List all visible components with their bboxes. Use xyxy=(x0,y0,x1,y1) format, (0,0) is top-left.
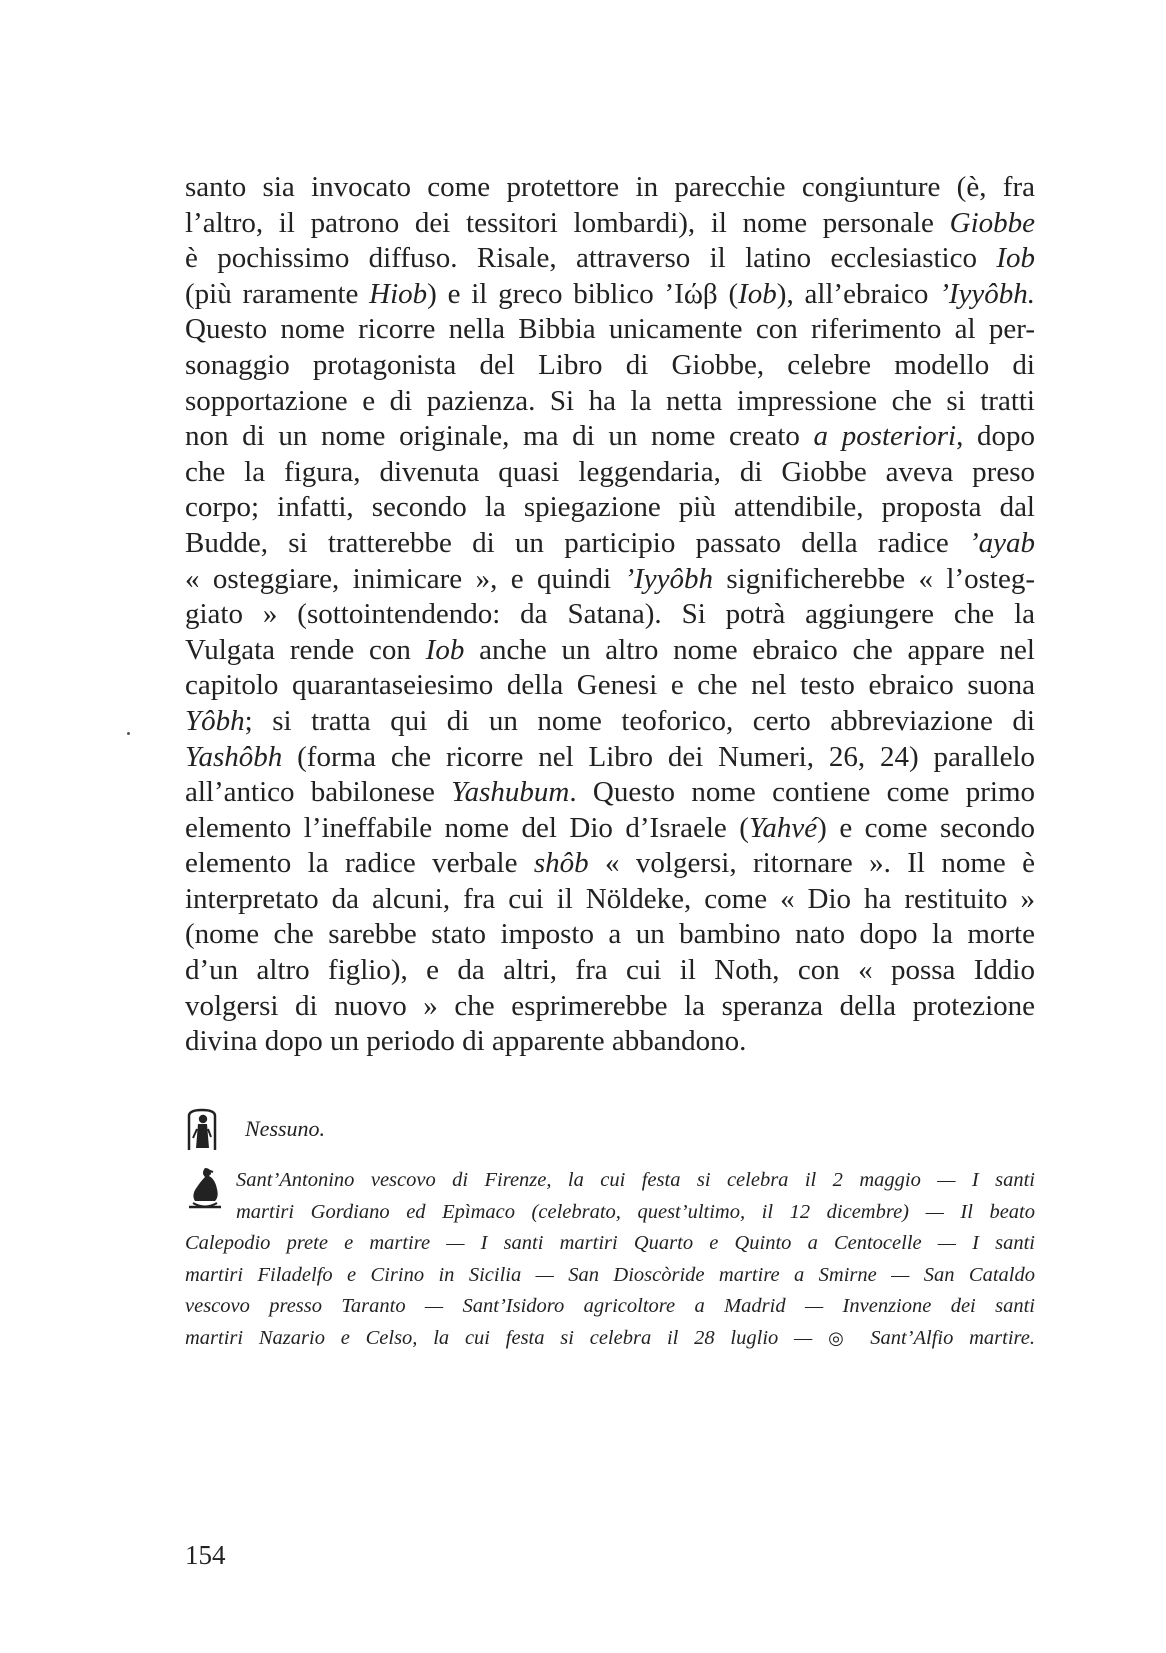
italic-term: a posteriori xyxy=(813,420,957,453)
text-line xyxy=(185,882,1035,918)
text-line xyxy=(185,775,1035,811)
text-line xyxy=(185,206,1035,242)
saints-text-segment: Sant’Alfio martire. xyxy=(854,1326,1035,1349)
saints-line-last xyxy=(185,1323,1035,1355)
text-segment: capitolo quarantaseiesimo della Genesi e che nel testo ebraico suona xyxy=(185,669,1035,702)
text-segment: significherebbe « l’osteg- xyxy=(713,562,1036,595)
margin-dot xyxy=(127,732,130,735)
text-line xyxy=(185,989,1035,1025)
text-segment: (più raramente xyxy=(185,277,370,310)
text-segment: che la figura, divenuta quasi leggendaria, di Giobbe aveva preso xyxy=(185,455,1035,488)
circle-symbol-icon: ◎ xyxy=(828,1327,855,1348)
text-line xyxy=(185,811,1035,847)
saint-figure-icon xyxy=(185,1108,219,1152)
italic-term: Yashubum xyxy=(451,776,570,809)
saints-section xyxy=(185,1165,1035,1355)
text-segment: corpo; infatti, secondo la spiegazione più attendibile, proposta dal xyxy=(185,491,1035,524)
text-line xyxy=(185,633,1035,669)
text-segment: (nome che sarebbe stato imposto a un bambino nato dopo la morte xyxy=(185,918,1035,951)
text-segment: ; si tratta qui di un nome teoforico, certo abbreviazione di xyxy=(244,704,1035,737)
text-segment: ), all’ebraico xyxy=(776,277,940,310)
text-segment: Questo nome ricorre nella Bibbia unicamente con riferimento al per- xyxy=(185,313,1035,346)
text-line xyxy=(185,917,1035,953)
text-line xyxy=(185,740,1035,776)
text-segment: giato » (sottointendendo: da Satana). Si potrà aggiungere che la xyxy=(185,598,1035,631)
italic-term: ’ayab xyxy=(968,526,1035,559)
text-segment: anche un altro nome ebraico che appare nel xyxy=(464,633,1035,666)
italic-term: Giobbe xyxy=(949,206,1035,239)
text-segment: « osteggiare, inimicare », e quindi xyxy=(185,562,625,595)
text-segment: ) e come secondo xyxy=(817,811,1035,844)
text-segment: , dopo xyxy=(956,420,1036,453)
text-line xyxy=(185,170,1035,206)
text-segment: è pochissimo diffuso. Risale, attraverso il latino ecclesiastico xyxy=(185,242,997,275)
italic-term: ’Iyyôbh. xyxy=(939,277,1035,310)
text-line xyxy=(185,384,1035,420)
italic-term: Yahvé xyxy=(748,811,818,844)
italic-term: shôb xyxy=(533,847,589,880)
saints-line: vescovo presso Taranto — Sant’Isidoro agricoltore a Madrid — Invenzione dei santi xyxy=(185,1295,1035,1318)
text-segment: sopportazione e di pazienza. Si ha la netta impressione che si tratti xyxy=(185,384,1035,417)
text-segment: divina dopo un periodo di apparente abbandono. xyxy=(185,1025,747,1058)
saints-line: Calepodio prete e martire — I santi martiri Quarto e Quinto a Centocelle — I santi xyxy=(185,1232,1035,1255)
text-line xyxy=(185,953,1035,989)
patron-section xyxy=(185,1108,1035,1158)
italic-term: Iob xyxy=(425,633,465,666)
italic-term: Iob xyxy=(738,277,777,310)
text-segment: d’un altro figlio), e da altri, fra cui il Noth, con « possa Iddio xyxy=(185,954,1035,987)
italic-term: Hiob xyxy=(369,277,428,310)
text-line xyxy=(185,241,1035,277)
text-segment: non di un nome originale, ma di un nome creato xyxy=(185,420,814,453)
italic-term: ’Iyyôbh xyxy=(624,562,714,595)
saints-line: Sant’Antonino vescovo di Firenze, la cui festa si celebra il 2 maggio — I santi xyxy=(236,1169,1035,1191)
saints-text-segment: martiri Nazario e Celso, la cui festa si celebra il 28 luglio — xyxy=(185,1326,829,1349)
text-line xyxy=(185,1024,1035,1060)
text-segment: interpretato da alcuni, fra cui il Nöldeke, come « Dio ha restituito » xyxy=(185,882,1035,915)
text-segment: santo sia invocato come protettore in parecchie congiunture (è, fra xyxy=(185,171,1035,203)
text-segment: sonaggio protagonista del Libro di Giobbe, celebre modello di xyxy=(185,348,1035,381)
text-line xyxy=(185,562,1035,598)
text-segment: Vulgata rende con xyxy=(185,633,426,666)
text-line xyxy=(185,455,1035,491)
main-paragraph xyxy=(185,170,1035,1060)
text-segment: elemento la radice verbale xyxy=(185,847,534,880)
text-line xyxy=(185,668,1035,704)
bird-symbol-icon xyxy=(185,1165,225,1211)
text-segment: . Questo nome contiene come primo xyxy=(569,776,1036,809)
italic-term: Yôbh xyxy=(185,704,245,737)
text-segment: all’antico babilonese xyxy=(185,776,452,809)
saints-line: martiri Gordiano ed Epìmaco (celebrato, quest’ultimo, il 12 dicembre) — Il beato xyxy=(236,1200,1035,1223)
saints-list xyxy=(185,1165,1035,1355)
italic-term: Iob xyxy=(996,242,1035,275)
text-line xyxy=(185,419,1035,455)
text-line xyxy=(185,704,1035,740)
text-segment: l’altro, il patrono dei tessitori lombardi), il nome personale xyxy=(185,206,950,239)
text-segment: (forma che ricorre nel Libro dei Numeri, 26, 24) parallelo xyxy=(282,740,1035,773)
page-number: 154 xyxy=(185,1540,226,1570)
text-line xyxy=(185,526,1035,562)
text-line xyxy=(185,846,1035,882)
saints-line: martiri Filadelfo e Cirino in Sicilia — San Dioscòride martire a Smirne — San Cataldo xyxy=(185,1263,1035,1286)
text-segment: « volgersi, ritornare ». Il nome è xyxy=(588,847,1036,880)
text-segment: ) e il greco biblico ’Ιώβ ( xyxy=(427,277,739,310)
text-segment: elemento l’ineffabile nome del Dio d’Israele ( xyxy=(185,811,749,844)
patron-label: Nessuno. xyxy=(245,1116,326,1141)
text-segment: volgersi di nuovo » che esprimerebbe la speranza della protezione xyxy=(185,989,1035,1022)
text-line xyxy=(185,312,1035,348)
text-line xyxy=(185,597,1035,633)
text-line xyxy=(185,348,1035,384)
text-line xyxy=(185,277,1035,313)
italic-term: Yashôbh xyxy=(185,740,283,773)
text-segment: Budde, si tratterebbe di un participio passato della radice xyxy=(185,526,969,559)
text-line xyxy=(185,490,1035,526)
